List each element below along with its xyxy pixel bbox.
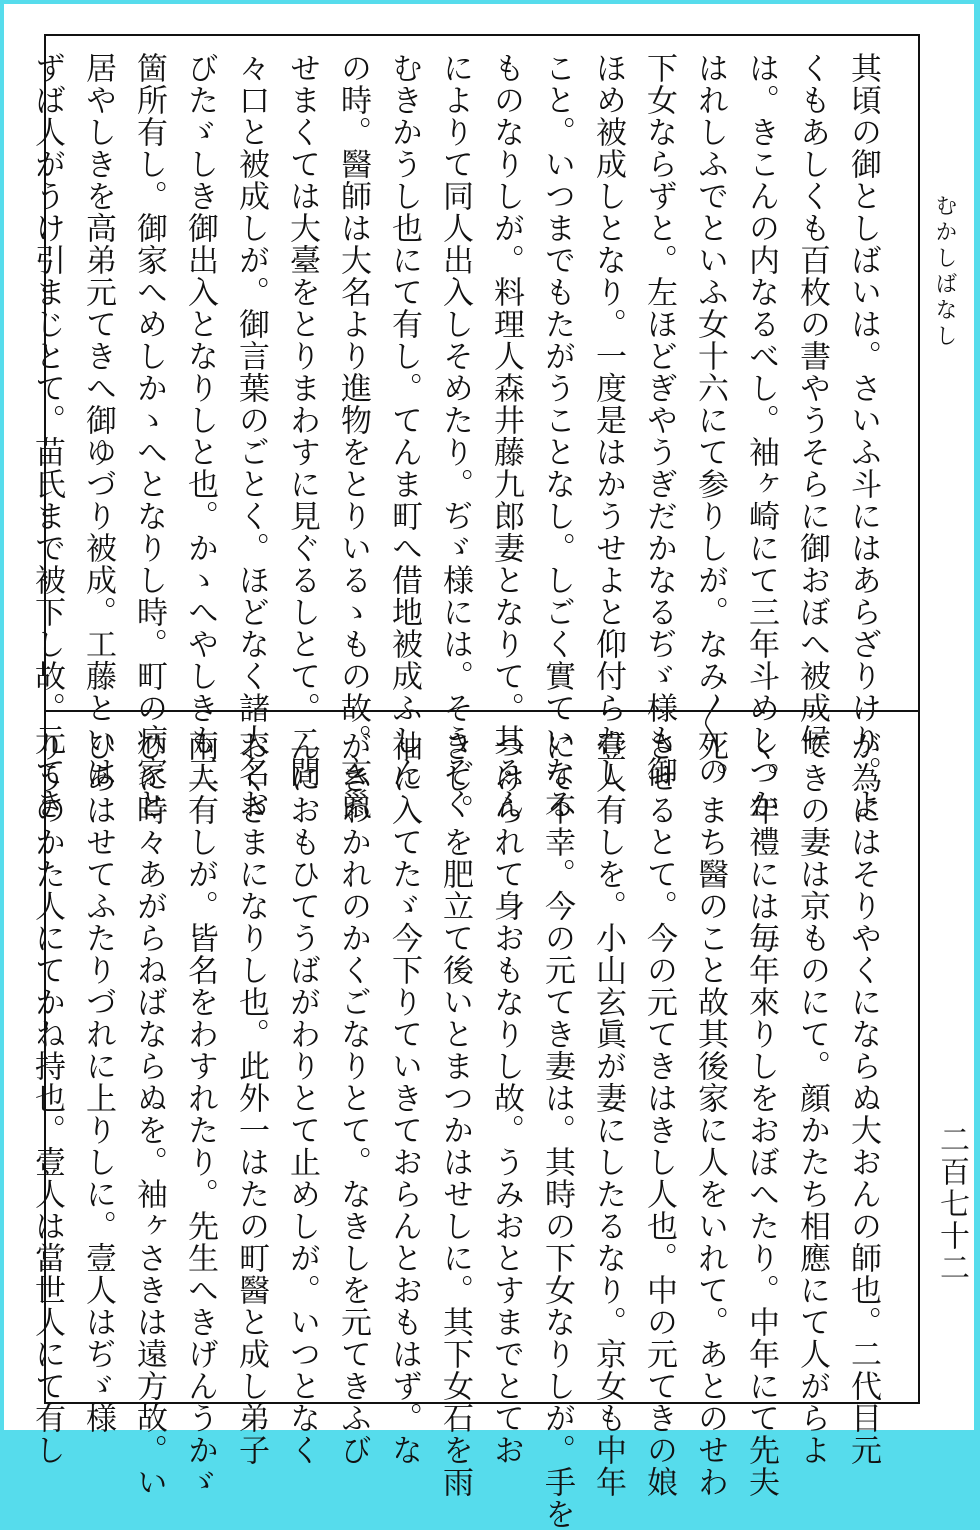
text-column: てきの妻は京ものにて。顔かたち相應にて人がらよ [794, 730, 830, 1466]
text-column: 箇所有し。御家へめしかゝへとなりし時。町の病家と [131, 52, 167, 820]
text-column: むきかうし也にて有し。てんま町へ借地被成ふしん [386, 52, 422, 788]
running-header: むかしばなし [932, 194, 957, 350]
text-column: ずば人がうけ引まじとて。苗氏まで被下し故。元てき [29, 52, 65, 820]
text-column: にて不幸。今の元てき妻は。其時の下女なりしが。手を [539, 730, 575, 1530]
text-column: が為にはそりやくにならぬ大おんの師也。二代目元 [845, 730, 881, 1466]
text-column: こと。いつまでもたがうことなし。しごく實ていなる [539, 52, 575, 820]
text-column: によりて同人出入しそめたり。ぢゞ様には。そうぞく [437, 52, 473, 820]
text-column: くもあしくも百枚の書やうそらに御おぼへ被成候 [794, 52, 830, 756]
text-column: ひに時々あがらねばならぬを。袖ヶさきは遠方故。い [131, 730, 167, 1498]
text-column: 々口と被成しが。御言葉のごとく。ほどなく諸大名お [233, 52, 269, 820]
text-column: させるとて。今の元てきはきし人也。中の元てきの娘 [641, 730, 677, 1498]
text-column: 居やしきを高弟元てきへ御ゆづり被成。工藤といは [80, 52, 116, 788]
text-column: 兩人有しが。皆名をわすれたり。先生へきげんうかゞ [182, 730, 218, 1498]
text-column: 其頃の御としばいは。さいふ斗にはあらざりけり。よ [845, 52, 881, 820]
text-column: ひあはせてふたりづれに上りしに。壹人はぢゞ様 [80, 730, 116, 1434]
text-column: びたゞしき御出入となりしと也。かゝへやしきも三 [182, 52, 218, 788]
text-column: は。きこんの内なるべし。袖ヶ崎にて三年斗めしつか [743, 52, 779, 820]
text-column: はれしふでといふ女十六にて参りしが。なみ〳〵の [692, 52, 728, 787]
text-column: ものなりしが。料理人森井藤九郎妻となりて。其ゑん [488, 52, 524, 820]
text-column: 壹人有しを。小山玄眞が妻にしたるなり。京女も中年 [590, 730, 626, 1498]
text-column: 下女ならずと。左ほどぎやうぎだかなるぢゞ様も御 [641, 52, 677, 788]
page-frame [29, 34, 920, 1530]
text-column: がきわかれのかくごなりとて。なきしを元てきふび [335, 730, 371, 1466]
text-column: きし。を肥立て後いとまつかはせしに。其下女石を雨 [437, 730, 473, 1498]
text-column: く。年禮には毎年來りしをおぼへたり。中年にて先夫 [743, 730, 779, 1498]
text-column: 死。まち醫のこと故其後家に人をいれて。あとのせわ [692, 730, 728, 1498]
text-column: つけられて身おもなりし故。うみおとすまでとてお [488, 730, 524, 1466]
text-block-lower [29, 730, 888, 1530]
text-block-upper [29, 52, 888, 820]
text-column: 袖に入てたゞ今下りていきておらんとおもはず。な [386, 730, 422, 1466]
page-sheet [4, 4, 974, 1530]
text-column: せまくては大臺をとりまわすに見ぐるしとて。二間 [284, 52, 320, 788]
text-column: の時。醫師は大名より進物をとりいるゝもの故。玄巤 [335, 52, 371, 820]
section-divider [46, 710, 918, 712]
page-number: 二百七十二 [934, 1124, 969, 1284]
text-column: んにおもひてうばがわりとて止めしが。いつとなく [284, 730, 320, 1466]
text-column: おくさまになりし也。此外一はたの町醫と成し弟子 [233, 730, 269, 1466]
text-column: ほめ被成しとなり。一度是はかうせよと仰付られし [590, 52, 626, 788]
text-column: りうのかた人にてかね持也。壹人は當世人にて有し [29, 730, 65, 1466]
